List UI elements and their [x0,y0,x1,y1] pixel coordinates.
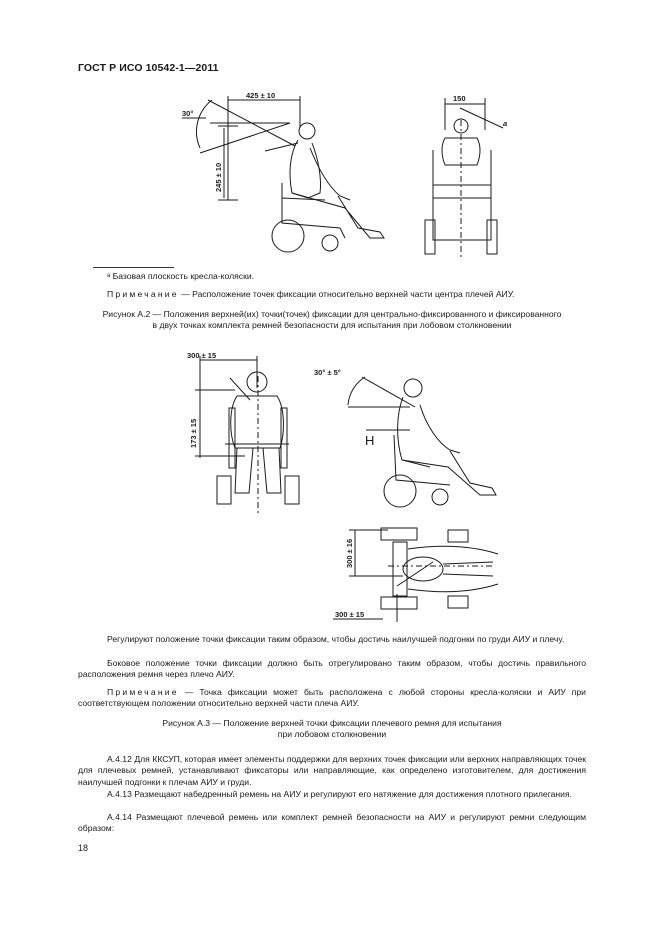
caption-a2 [78,309,586,332]
dim-a3-top-vert: 300 ± 16 [345,538,354,568]
dim-horiz: 425 ± 10 [246,91,276,100]
figure-a2-front-view [405,90,525,260]
caption-a3-line1: Рисунок А.3 — Положение верхней точки фиксации плечевого ремня для испытания [162,718,502,728]
caption-a2-line1: Рисунок А.2 — Положения верхней(их) точки(точек) фиксации для центрально-фиксированного и фиксированного [102,309,562,319]
callout-a: a [503,119,508,128]
dim-a3-top-horiz: 300 ± 15 [335,610,365,619]
caption-a2-line2: в двух точках комплекта ремней безопасности для испытания при лобовом столкновении [152,320,512,331]
note-a3-text: — Точка фиксации может быть расположена с любой стороны кресла-коляски и АИУ при соответствующем положении относительно верхней части плеча АИУ. [78,687,586,709]
dim-front-width: 150 [453,94,466,103]
para-adjust-chest: Регулируют положение точки фиксации таким образом, чтобы достичь наилучшей подгонки по груди АИУ и плечу. [107,634,565,644]
figure-a2-side-view [170,88,400,258]
caption-a3-line2: при лобовом столкновении [277,729,387,740]
dim-angle: 30° [182,109,194,118]
footnote-a: ᵃ Базовая плоскость кресла-коляски. [107,271,255,281]
note-a2 [107,289,587,300]
note-a3-label: Примечание [107,687,179,697]
figure-a3-side-view [310,355,510,515]
para-a4-14: А.4.14 Размещают плечевой ремень или комплект ремней безопасности на АИУ и регулируют ремни следующим образом: [78,812,586,834]
dim-a3-front-vert: 173 ± 15 [189,418,198,448]
footnote-rule [93,267,174,268]
document-header: ГОСТ Р ИСО 10542-1—2011 [78,62,219,74]
figure-a3-top-view [333,524,513,624]
para-lateral-position: Боковое положение точки фиксации должно быть отрегулировано таким образом, чтобы достичь правильного расположения ремня через плечо АИУ. [78,658,586,680]
note-a2-text: — Расположение точек фиксации относительно верхней части центра плечей АИУ. [178,289,515,299]
note-a3 [78,687,586,710]
caption-a3 [78,718,586,741]
page-number: 18 [78,843,89,853]
figure-a3-front-view [185,348,310,518]
note-a2-label: Примечание [107,289,179,299]
dim-a3-front-horiz: 300 ± 15 [187,351,217,360]
label-h: H [365,433,375,448]
para-a4-12: А.4.12 Для ККСУП, которая имеет элементы поддержки для верхних точек фиксации или верхних направляющих точек для плечевых ремней, устанавливают фиксаторы или направляющие, как определено изготовителем, для достижения наилучшей подгонки к плечам АИУ и груди. [78,754,586,787]
para-a4-13: А.4.13 Размещают набедренный ремень на АИУ и регулируют его натяжение для достижения плотного прилегания. [107,789,573,799]
dim-vert: 245 ± 10 [214,162,223,192]
dim-a3-side-angle: 30° ± 5° [314,368,341,377]
